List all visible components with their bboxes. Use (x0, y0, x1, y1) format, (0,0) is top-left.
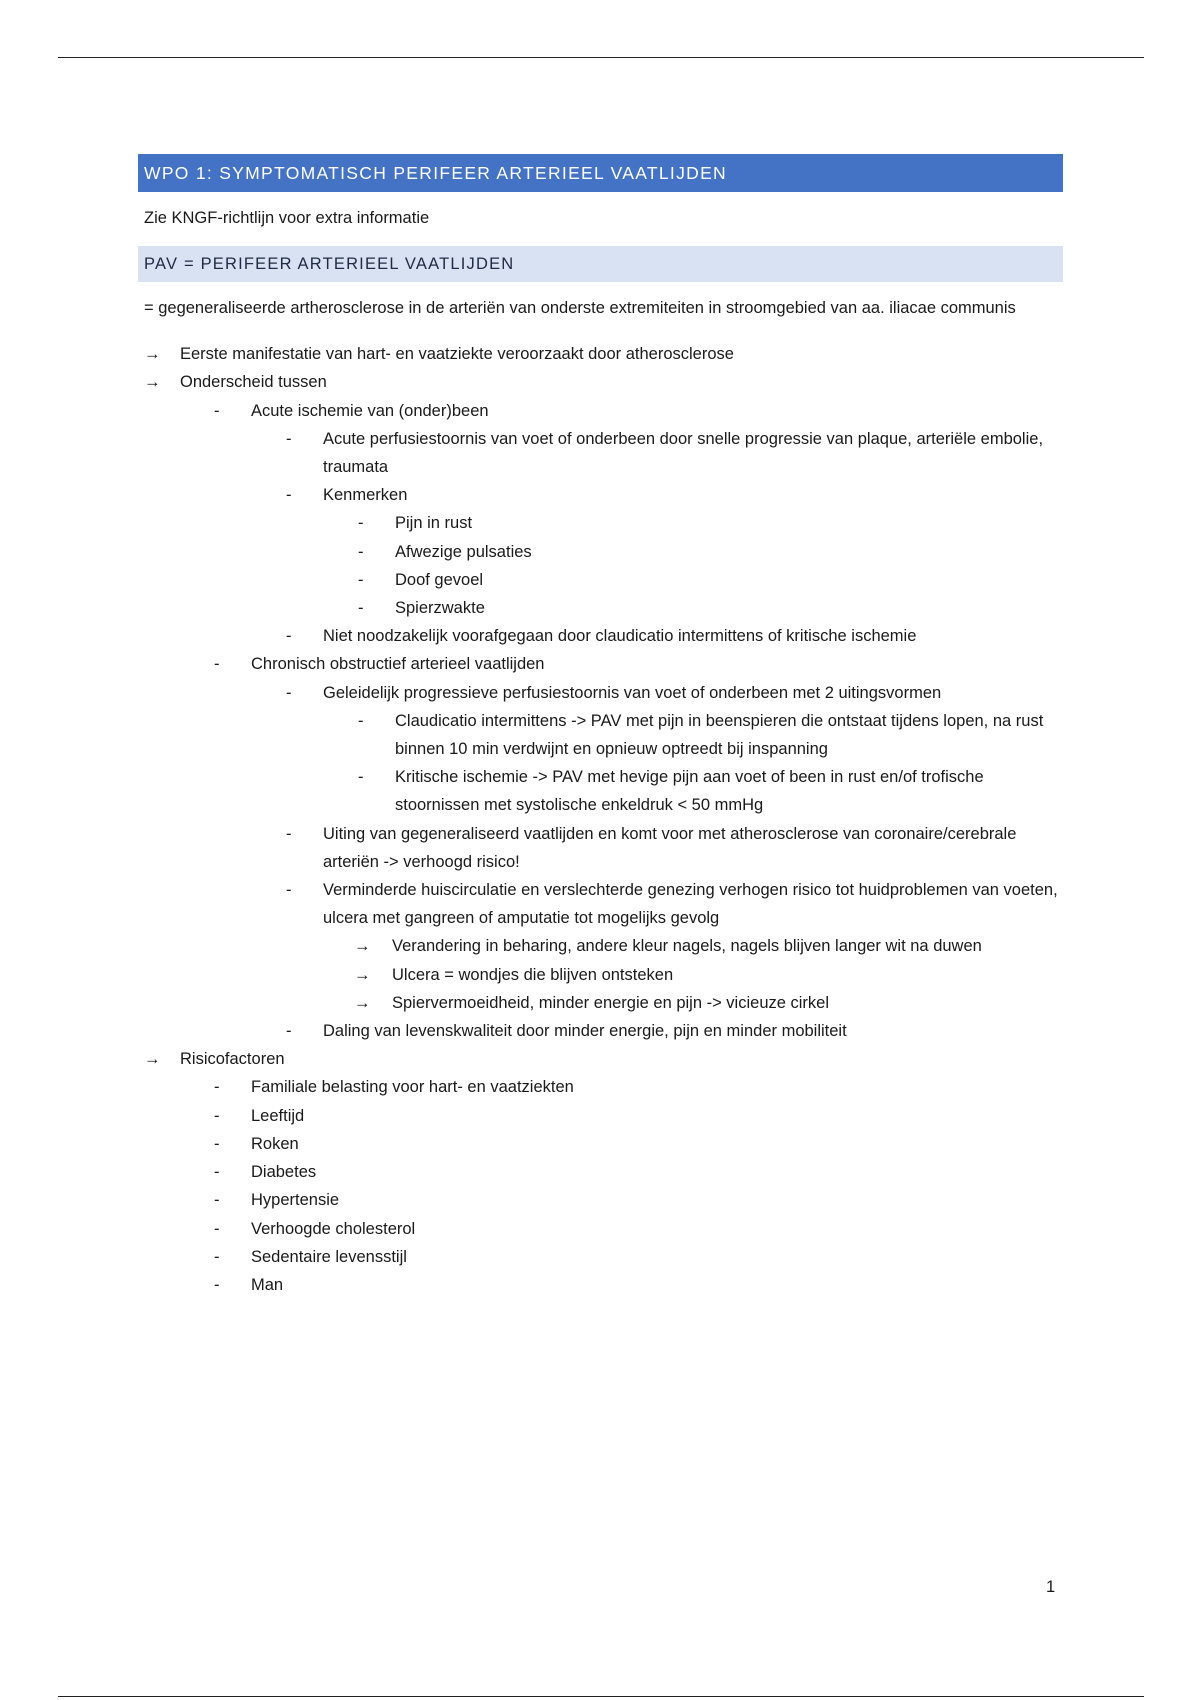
list-item: - Spierzwakte (138, 594, 1063, 622)
definition-text: = gegeneraliseerde artherosclerose in de arteriën van onderste extremiteiten in stroomgebied van aa. iliacae communis (144, 299, 1016, 317)
dash-marker: - (358, 711, 364, 730)
dash-marker: - (286, 486, 292, 505)
arrow-icon: → (354, 965, 371, 984)
dash-marker: - (214, 1247, 220, 1266)
dash-marker: - (286, 683, 292, 702)
list-item: - Chronisch obstructief arterieel vaatlijden (138, 650, 1063, 678)
heading-2: PAV = PERIFEER ARTERIEEL VAATLIJDEN (138, 246, 1063, 282)
list-item: - Doof gevoel (138, 566, 1063, 594)
arrow-icon: → (144, 1050, 161, 1069)
dash-marker: - (214, 1078, 220, 1097)
list-item: - Man (138, 1271, 1063, 1299)
heading-1: WPO 1: SYMPTOMATISCH PERIFEER ARTERIEEL VAATLIJDEN (138, 154, 1063, 192)
dash-marker: - (358, 599, 364, 618)
list-item: - Pijn in rust (138, 509, 1063, 537)
dash-marker: - (358, 542, 364, 561)
dash-marker: - (286, 824, 292, 843)
list-item: → Eerste manifestatie van hart- en vaatziekte veroorzaakt door atherosclerose (138, 340, 1063, 368)
list-item: - Acute ischemie van (onder)been (138, 397, 1063, 425)
dash-marker: - (214, 655, 220, 674)
list-item: → Verandering in beharing, andere kleur nagels, nagels blijven langer wit na duwen (138, 932, 1063, 960)
list-item: - Verhoogde cholesterol (138, 1215, 1063, 1243)
dash-marker: - (358, 514, 364, 533)
list-item: - Hypertensie (138, 1186, 1063, 1214)
dash-marker: - (358, 570, 364, 589)
list-item: - Diabetes (138, 1158, 1063, 1186)
list-item: → Risicofactoren (138, 1045, 1063, 1073)
list-item: - Verminderde huiscirculatie en verslechterde genezing verhogen risico tot huidproblemen van voeten, ulcera met gangreen of amputatie tot mogelijks gevolg (138, 876, 1063, 932)
bullet-list (138, 340, 1063, 1299)
list-item: → Ulcera = wondjes die blijven ontsteken (138, 961, 1063, 989)
arrow-icon: → (354, 993, 371, 1012)
list-item: → Onderscheid tussen (138, 368, 1063, 396)
list-item: - Niet noodzakelijk voorafgegaan door claudicatio intermittens of kritische ischemie (138, 622, 1063, 650)
dash-marker: - (214, 1106, 220, 1125)
header-rule (58, 57, 1144, 58)
page-number: 1 (1046, 1578, 1056, 1596)
list-item: - Roken (138, 1130, 1063, 1158)
arrow-icon: → (144, 373, 161, 392)
list-item: - Geleidelijk progressieve perfusiestoornis van voet of onderbeen met 2 uitingsvormen (138, 679, 1063, 707)
intro-text: Zie KNGF-richtlijn voor extra informatie (144, 209, 430, 227)
list-item: - Daling van levenskwaliteit door minder energie, pijn en minder mobiliteit (138, 1017, 1063, 1045)
dash-marker: - (214, 1275, 220, 1294)
list-item: - Kenmerken (138, 481, 1063, 509)
list-item: - Acute perfusiestoornis van voet of onderbeen door snelle progressie van plaque, arteriële embolie, traumata (138, 425, 1063, 481)
arrow-icon: → (144, 345, 161, 364)
list-item: → Spiervermoeidheid, minder energie en pijn -> vicieuze cirkel (138, 989, 1063, 1017)
dash-marker: - (214, 401, 220, 420)
list-item: - Uiting van gegeneraliseerd vaatlijden en komt voor met atherosclerose van coronaire/cerebrale arteriën -> verhoogd risico! (138, 820, 1063, 876)
dash-marker: - (286, 1022, 292, 1041)
arrow-icon: → (354, 937, 371, 956)
dash-marker: - (286, 429, 292, 448)
list-item: - Afwezige pulsaties (138, 538, 1063, 566)
dash-marker: - (214, 1219, 220, 1238)
list-item: - Sedentaire levensstijl (138, 1243, 1063, 1271)
dash-marker: - (214, 1191, 220, 1210)
dash-marker: - (214, 1163, 220, 1182)
footer-rule (58, 1696, 1144, 1697)
page-content (138, 154, 1063, 1299)
list-item: - Leeftijd (138, 1102, 1063, 1130)
dash-marker: - (214, 1134, 220, 1153)
list-item: - Familiale belasting voor hart- en vaatziekten (138, 1073, 1063, 1101)
dash-marker: - (286, 881, 292, 900)
list-item: - Kritische ischemie -> PAV met hevige pijn aan voet of been in rust en/of trofische stoornissen met systolische enkeldruk < 50 mmHg (138, 763, 1063, 819)
list-item: - Claudicatio intermittens -> PAV met pijn in beenspieren die ontstaat tijdens lopen, na rust binnen 10 min verdwijnt en opnieuw optreedt bij inspanning (138, 707, 1063, 763)
dash-marker: - (286, 627, 292, 646)
dash-marker: - (358, 768, 364, 787)
